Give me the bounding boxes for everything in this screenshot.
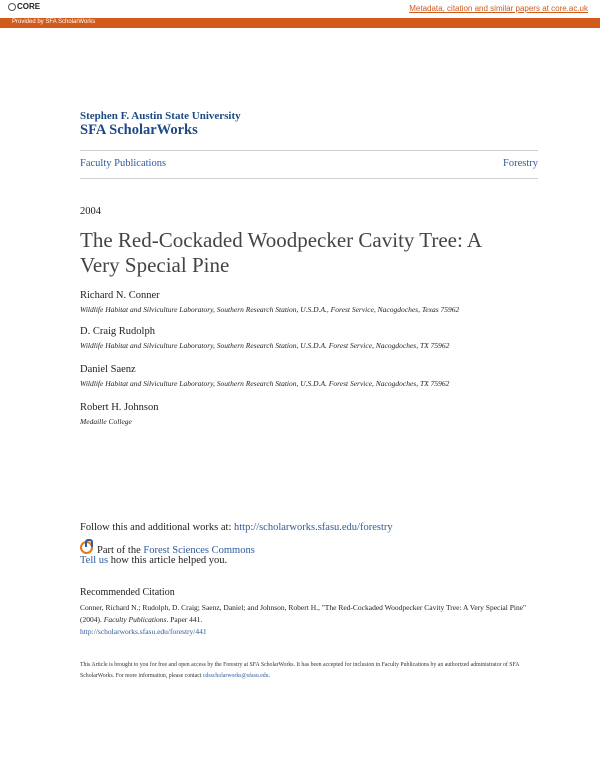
- header-divider-top: [80, 150, 538, 151]
- part-of-prefix: Part of the: [97, 545, 144, 556]
- core-banner: [0, 0, 600, 18]
- repository-name[interactable]: SFA ScholarWorks: [80, 122, 198, 138]
- citation-url-link[interactable]: http://scholarworks.sfasu.edu/forestry/441: [80, 627, 207, 636]
- provided-by-bar: [0, 18, 600, 28]
- part-of-line: [80, 541, 255, 556]
- forest-sciences-commons-link[interactable]: Forest Sciences Commons: [143, 545, 255, 556]
- core-logo[interactable]: [8, 2, 40, 11]
- footer-notice: [80, 660, 530, 682]
- author-name: D. Craig Rudolph: [80, 326, 155, 337]
- recommended-citation-heading: Recommended Citation: [80, 587, 175, 598]
- author-name: Daniel Saenz: [80, 364, 136, 375]
- tell-us-link[interactable]: Tell us: [80, 555, 109, 566]
- author-affiliation: Medaille College: [80, 417, 132, 426]
- open-access-icon: [80, 541, 93, 554]
- follow-url-link[interactable]: http://scholarworks.sfasu.edu/forestry: [234, 522, 393, 533]
- contact-email-link[interactable]: cdsscholarworks@sfasu.edu: [202, 673, 269, 679]
- provided-by-text: Provided by SFA ScholarWorks: [12, 19, 96, 25]
- university-name[interactable]: Stephen F. Austin State University: [80, 110, 241, 122]
- author-name: Richard N. Conner: [80, 290, 160, 301]
- author-name: Robert H. Johnson: [80, 402, 159, 413]
- breadcrumb-faculty-publications[interactable]: Faculty Publications: [80, 158, 167, 169]
- follow-line: [80, 522, 393, 533]
- citation-text: [80, 602, 530, 638]
- tell-us-suffix: how this article helped you.: [108, 555, 228, 566]
- core-logo-icon: [8, 3, 16, 11]
- author-affiliation: Wildlife Habitat and Silviculture Laboratory, Southern Research Station, U.S.D.A. Forest Service, Nacogdoches, TX 75962: [80, 379, 450, 388]
- author-affiliation: Wildlife Habitat and Silviculture Laboratory, Southern Research Station, U.S.D.A., Forest Service, Nacogdoches, Texas 75962: [80, 305, 460, 314]
- tell-us-line: [80, 555, 227, 566]
- header-divider-bottom: [80, 178, 538, 179]
- footer-text: This Article is brought to you for free and open access by the Forestry at SFA ScholarWorks. It has been accepted for inclusion in Faculty Publications by an authorized administrator of SFA ScholarWorks. For more information, please contact: [80, 662, 520, 679]
- publication-year: 2004: [80, 206, 101, 217]
- core-logo-text: CORE: [17, 2, 41, 11]
- core-metadata-link[interactable]: Metadata, citation and similar papers at core.ac.uk: [409, 4, 588, 13]
- breadcrumb-forestry[interactable]: Forestry: [503, 158, 538, 169]
- follow-prefix: Follow this and additional works at:: [80, 522, 234, 533]
- citation-main: Conner, Richard N.; Rudolph, D. Craig; Saenz, Daniel; and Johnson, Robert H., "The Red-Cockaded Woodpecker Cavity Tree: A Very Special Pine" (2004).: [80, 603, 527, 624]
- author-affiliation: Wildlife Habitat and Silviculture Laboratory, Southern Research Station, U.S.D.A. Forest Service, Nacogdoches, TX 75962: [80, 341, 450, 350]
- citation-end: . Paper 441.: [166, 615, 203, 624]
- footer-end: .: [268, 673, 271, 679]
- paper-title: The Red-Cockaded Woodpecker Cavity Tree: A Very Special Pine: [80, 228, 481, 277]
- citation-journal: Faculty Publications: [103, 615, 167, 624]
